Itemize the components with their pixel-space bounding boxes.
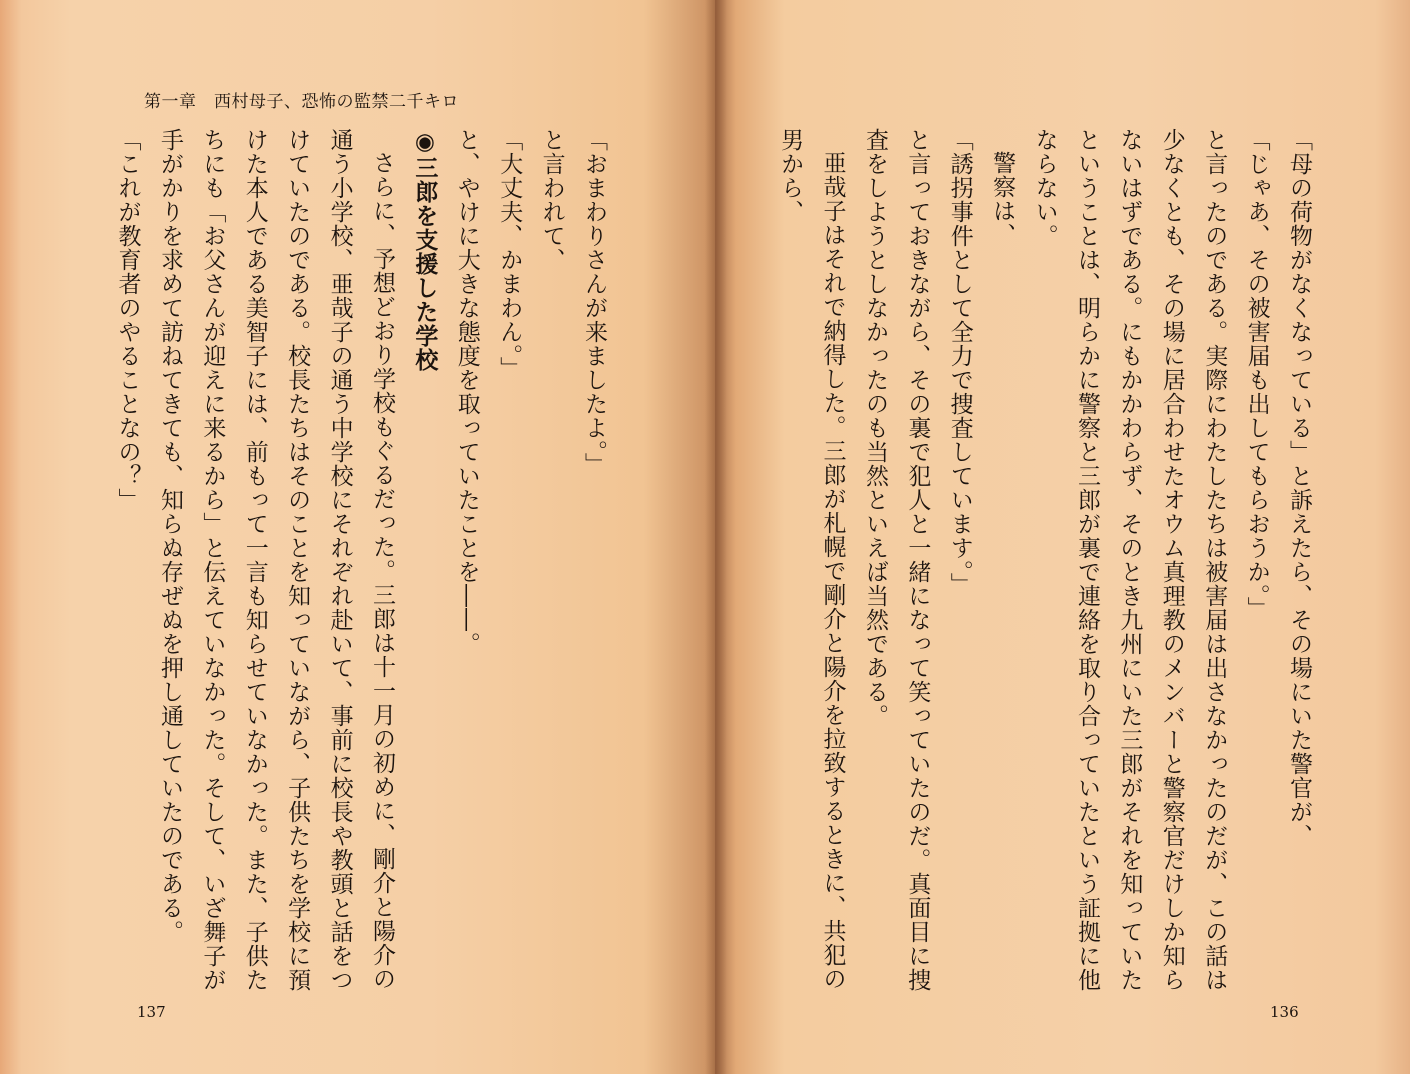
text-line: けた本人である美智子には、前もって一言も知らせていなかった。また、子供た (241, 128, 268, 992)
text-line: 少なくとも、その場に居合わせたオウム真理教のメンバーと警察官だけしか知ら (1158, 128, 1185, 992)
text-line: 査をしようとしなかったのも当然といえば当然である。 (861, 128, 888, 728)
text-line: 「おまわりさんが来ましたよ。」 (581, 128, 607, 477)
section-heading: ◉三郎を支援した学校 (411, 128, 439, 372)
text-line: ならない。 (1031, 128, 1058, 248)
text-line: さらに、予想どおり学校もぐるだった。三郎は十一月の初めに、剛介と陽介の (368, 151, 395, 991)
text-line: 亜哉子はそれで納得した。三郎が札幌で剛介と陽介を拉致するときに、共犯の (819, 151, 846, 991)
text-line: 警察は、 (989, 151, 1016, 247)
text-line: ちにも「お父さんが迎えに来るから」と伝えていなかった。そして、いざ舞子が (199, 128, 226, 992)
right-page-body (777, 128, 1320, 992)
left-page-body (114, 128, 615, 992)
text-line: 通う小学校、亜哉子の通う中学校にそれぞれ赴いて、事前に校長や教頭と話をつ (326, 128, 353, 992)
text-line: と言われて、 (538, 128, 565, 272)
text-line: と、やけに大きな態度を取っていたことを――。 (453, 128, 480, 656)
right-page (715, 0, 1410, 1074)
text-line: 手がかりを求めて訪ねてきても、知らぬ存ぜぬを押し通していたのである。 (156, 128, 183, 944)
text-line: 「じゃあ、その被害届も出してもらおうか。」 (1243, 128, 1270, 621)
text-line: 「母の荷物がなくなっている」と訴えたら、その場にいた警官が、 (1286, 128, 1312, 848)
text-line: 「これが教育者のやることなの？」 (114, 128, 141, 512)
text-line: ないはずである。にもかかわらず、そのとき九州にいた三郎がそれを知っていた (1116, 128, 1143, 992)
text-line: と言っておきながら、その裏で犯人と一緒になって笑っていたのだ。真面目に捜 (904, 128, 931, 992)
text-line: 「大丈夫、かまわん。」 (496, 128, 523, 381)
text-line: と言ったのである。実際にわたしたちは被害届は出さなかったのだが、この話は (1201, 128, 1228, 992)
page-number: 137 (137, 1003, 166, 1021)
running-head: 第一章 西村母子、恐怖の監禁二千キロ (144, 92, 459, 112)
page-number: 136 (1270, 1003, 1299, 1021)
text-line: ということは、明らかに警察と三郎が裏で連絡を取り合っていたという証拠に他 (1073, 128, 1100, 992)
text-line: 男から、 (777, 128, 804, 224)
text-line: けていたのである。校長たちはそのことを知っていながら、子供たちを学校に預 (284, 128, 311, 992)
book-gutter (705, 0, 727, 1074)
text-line: 「誘拐事件として全力で捜査しています。」 (946, 128, 973, 597)
